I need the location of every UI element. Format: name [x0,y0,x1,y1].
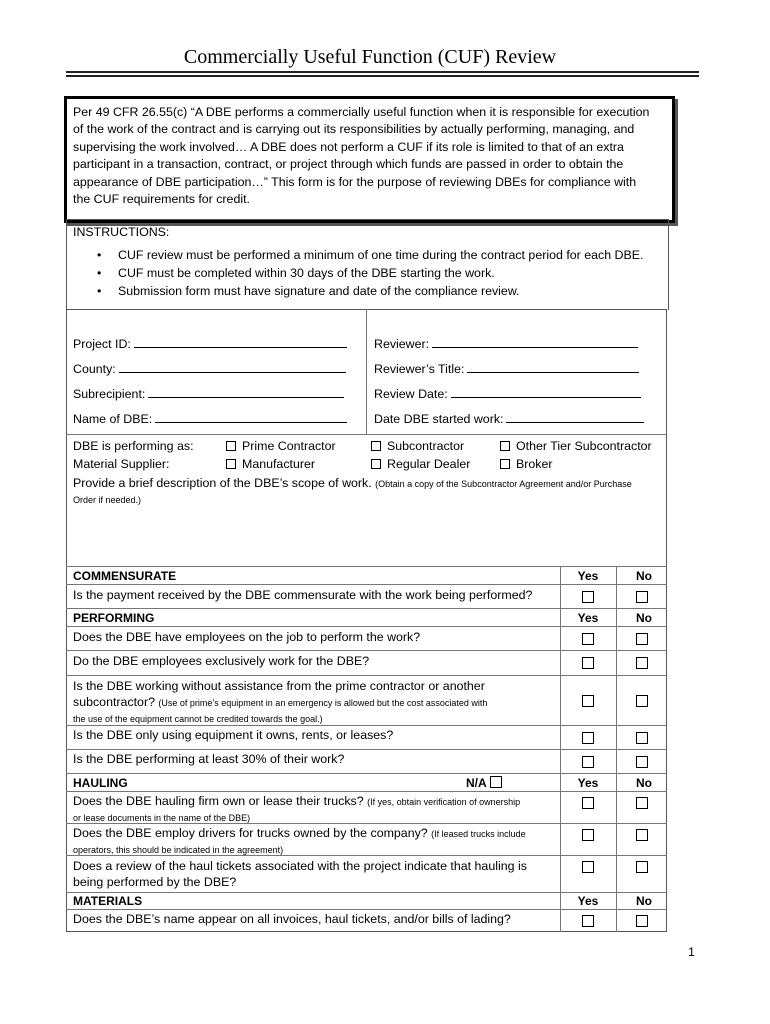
checkbox[interactable] [500,441,510,451]
no-checkbox[interactable] [636,829,648,841]
yes-checkbox[interactable] [582,829,594,841]
page-number: 1 [688,945,695,959]
question-thirty-percent: Is the DBE performing at least 30% of their work? [73,752,345,766]
instructions-box [66,219,669,310]
review-date-field[interactable]: Review Date: [374,385,641,403]
section-materials: MATERIALS [73,894,143,908]
manufacturer-option[interactable]: Manufacturer [226,455,315,473]
subcontractor-option[interactable]: Subcontractor [371,437,464,455]
no-checkbox[interactable] [636,915,648,927]
scope-description-area[interactable] [67,510,666,566]
no-header: No [636,611,652,625]
date-started-field[interactable]: Date DBE started work: [374,410,644,428]
yes-header: Yes [577,776,599,790]
divider [66,584,667,585]
broker-option[interactable]: Broker [500,455,553,473]
dbe-name-field[interactable]: Name of DBE: [73,410,347,428]
county-field[interactable]: County: [73,360,346,378]
checkbox[interactable] [371,441,381,451]
instruction-item: • Submission form must have signature and date of the compliance review. [97,282,643,300]
divider [66,909,667,910]
no-checkbox[interactable] [636,756,648,768]
question-haul-tickets: Does a review of the haul tickets associated with the project indicate that hauling is being performed by the DBE? [73,859,527,889]
page-title: Commercially Useful Function (CUF) Review [183,46,557,68]
no-checkbox[interactable] [636,695,648,707]
quote-line: appearance of DBE participation…” This form is for the purpose of reviewing DBEs for compliance with [73,174,637,189]
reviewer-title-field[interactable]: Reviewer’s Title: [374,360,639,378]
project-id-field[interactable]: Project ID: [73,335,347,353]
no-checkbox[interactable] [636,657,648,669]
no-checkbox[interactable] [636,797,648,809]
divider [66,675,667,676]
divider [66,608,667,609]
divider [66,434,667,435]
column-divider [366,309,367,434]
prime-contractor-option[interactable]: Prime Contractor [226,437,336,455]
divider [66,791,667,792]
question-payment: Is the payment received by the DBE commensurate with the work being performed? [73,588,533,602]
yes-checkbox[interactable] [582,657,594,669]
no-checkbox[interactable] [636,591,648,603]
quote-line: Per 49 CFR 26.55(c) “A DBE performs a commercially useful function when it is responsible for execution [73,105,650,119]
no-checkbox[interactable] [636,732,648,744]
quote-line: the CUF requirements for credit. [73,192,250,207]
yes-checkbox[interactable] [582,695,594,707]
reviewer-field[interactable]: Reviewer: [374,335,638,353]
yes-header: Yes [577,611,599,625]
section-performing: PERFORMING [73,611,155,625]
instruction-item: • CUF review must be performed a minimum of one time during the contract period for each DBE. [97,246,643,264]
no-checkbox[interactable] [636,633,648,645]
section-commensurate: COMMENSURATE [73,569,177,583]
question-invoices: Does the DBE’s name appear on all invoices, haul tickets, and/or bills of lading? [73,912,511,926]
question-trucks: Does the DBE hauling firm own or lease their trucks? (If yes, obtain verification of ownership or lease documents in the name of the DBE) [73,794,521,823]
checkbox[interactable] [500,459,510,469]
yes-checkbox[interactable] [582,633,594,645]
yes-checkbox[interactable] [582,732,594,744]
divider [66,749,667,750]
divider [66,650,667,651]
no-header: No [636,776,652,790]
divider [66,773,667,774]
divider [66,566,667,567]
no-header: No [636,894,652,908]
scope-prompt: Provide a brief description of the DBE’s scope of work. (Obtain a copy of the Subcontractor Agreement and/or Purchase Order if needed.) [73,476,632,505]
question-assistance: Is the DBE working without assistance from the prime contractor or another subcontractor? (Use of prime’s equipment in an emergency is allowed but the cost associated with the use of the equipment cannot be credited towards the goal.) [73,679,488,724]
hauling-na-checkbox[interactable] [490,776,502,788]
checkbox[interactable] [371,459,381,469]
checkbox[interactable] [226,441,236,451]
no-header: No [636,569,652,583]
yes-header: Yes [577,894,599,908]
no-checkbox[interactable] [636,861,648,873]
yes-header: Yes [577,569,599,583]
question-drivers: Does the DBE employ drivers for trucks owned by the company? (If leased trucks include operators, this should be indicated in the agreement) [73,826,526,855]
section-hauling: HAULING [73,776,128,790]
yes-checkbox[interactable] [582,797,594,809]
regular-dealer-option[interactable]: Regular Dealer [371,455,470,473]
hauling-na-label: N/A [466,776,487,790]
regulation-quote-box [64,96,675,223]
question-exclusive: Do the DBE employees exclusively work for the DBE? [73,654,370,668]
quote-line: supervising the work involved… A DBE does not perform a CUF if its role is limited to that of an extra [73,139,624,154]
question-equipment: Is the DBE only using equipment it owns, rents, or leases? [73,728,394,742]
question-employees: Does the DBE have employees on the job to perform the work? [73,630,421,644]
performing-as-label: DBE is performing as: [73,439,194,453]
title-rule [66,71,699,73]
yes-checkbox[interactable] [582,591,594,603]
title-rule [66,75,699,77]
checkbox[interactable] [226,459,236,469]
material-supplier-label: Material Supplier: [73,457,170,471]
other-tier-option[interactable]: Other Tier Subcontractor [500,437,652,455]
divider [66,626,667,627]
yes-checkbox[interactable] [582,915,594,927]
yes-checkbox[interactable] [582,756,594,768]
quote-line: participant in a transaction, contract, or project through which funds are passed in order to obtain the [73,157,624,172]
quote-line: of the work of the contract and is carrying out its responsibilities by actually performing, managing, and [73,122,635,137]
instruction-item: • CUF must be completed within 30 days of the DBE starting the work. [97,264,643,282]
yes-checkbox[interactable] [582,861,594,873]
instructions-heading: INSTRUCTIONS: [73,225,170,239]
subrecipient-field[interactable]: Subrecipient: [73,385,344,403]
instructions-list [97,246,643,300]
